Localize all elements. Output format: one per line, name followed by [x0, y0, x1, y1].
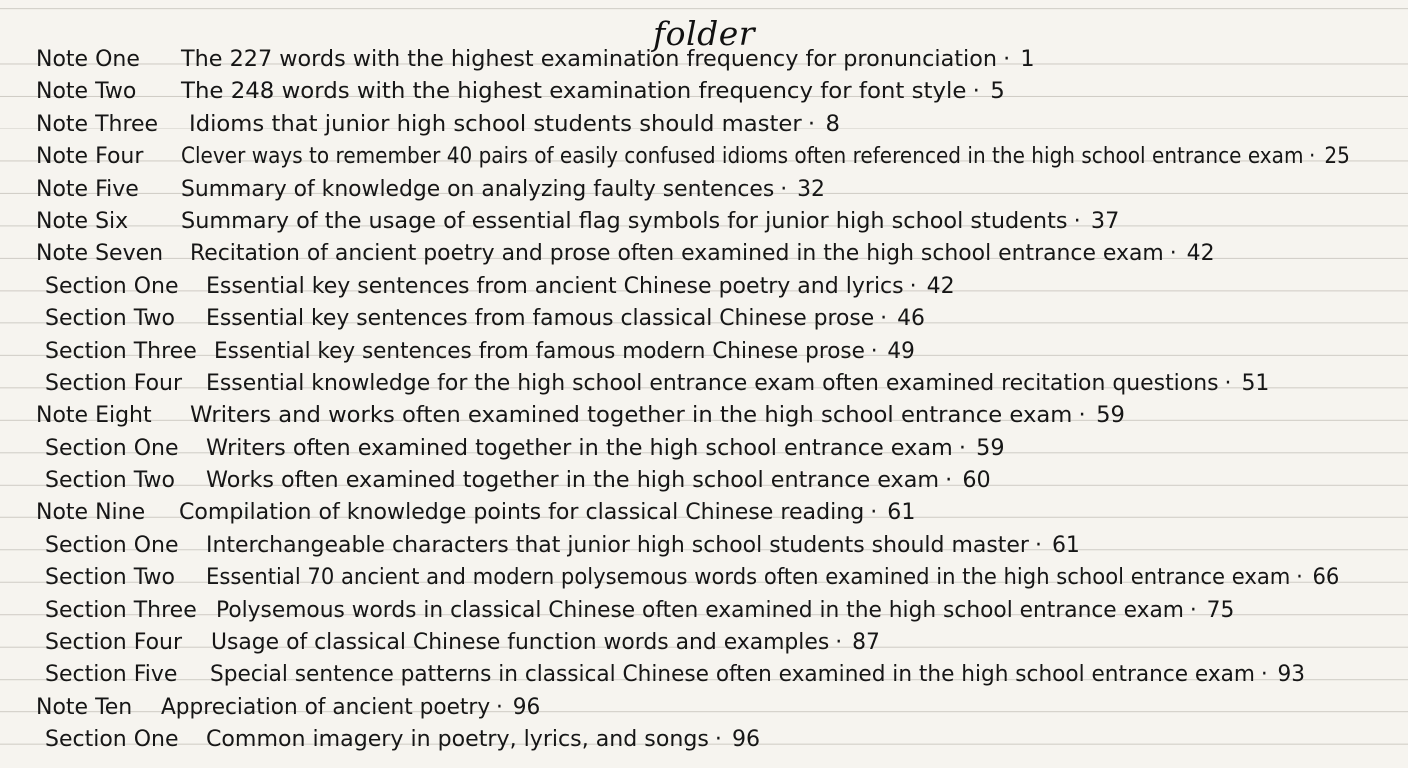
entry-page-number: 96: [512, 694, 541, 720]
entry-title: Essential knowledge for the high school entrance exam often examined recitation questions: [206, 370, 1219, 396]
entry-number: Section Three: [45, 338, 197, 364]
entry-text-group: [181, 141, 1350, 173]
toc-section-row[interactable]: [0, 659, 1408, 691]
page-title: folder: [652, 14, 756, 53]
entry-number: Note Eight: [36, 403, 152, 429]
leader-dot: ·: [1003, 47, 1011, 72]
toc-section-row[interactable]: [0, 595, 1408, 627]
entry-page-number: 5: [990, 79, 1005, 105]
entry-page-number: 42: [926, 273, 955, 299]
leader-dot: ·: [1308, 144, 1316, 170]
entry-number: Section One: [45, 727, 179, 753]
entry-number: Note Ten: [36, 694, 133, 720]
toc-section-row[interactable]: [0, 724, 1408, 756]
entry-text-group: [211, 627, 880, 659]
toc-section-row[interactable]: [0, 303, 1408, 335]
entry-page-number: 42: [1186, 241, 1215, 267]
entry-page-number: 8: [825, 111, 840, 137]
entry-number: Section Five: [45, 662, 178, 688]
toc-note-row[interactable]: [0, 692, 1408, 724]
toc-note-row[interactable]: [0, 141, 1408, 173]
entry-number: Section One: [45, 273, 179, 299]
toc-section-row[interactable]: [0, 562, 1408, 594]
leader-dot: ·: [1078, 403, 1086, 429]
entry-number: Section Four: [45, 630, 183, 656]
leader-dot: ·: [945, 468, 953, 494]
entry-page-number: 46: [897, 306, 925, 332]
entry-page-number: 66: [1312, 565, 1340, 591]
entry-text-group: [206, 724, 760, 756]
entry-page-number: 61: [887, 500, 916, 526]
toc-section-row[interactable]: [0, 433, 1408, 465]
toc-note-row[interactable]: [0, 206, 1408, 238]
entry-number: Section One: [45, 532, 179, 558]
entry-title: Appreciation of ancient poetry: [161, 694, 491, 720]
leader-dot: ·: [870, 500, 878, 526]
entry-number: Section One: [45, 435, 179, 461]
toc-section-row[interactable]: [0, 465, 1408, 497]
entry-title: Essential 70 ancient and modern polysemous words often examined in the high school entrance exam: [206, 565, 1291, 591]
toc-note-row[interactable]: [0, 44, 1408, 76]
entry-page-number: 75: [1206, 597, 1235, 623]
entry-text-group: [189, 109, 840, 141]
entry-page-number: 1: [1020, 47, 1035, 72]
entry-text-group: [206, 271, 955, 303]
entry-page-number: 51: [1241, 370, 1270, 396]
leader-dot: ·: [807, 111, 816, 137]
entry-title: Common imagery in poetry, lyrics, and songs: [206, 727, 709, 753]
entry-title: The 227 words with the highest examination frequency for pronunciation: [181, 47, 998, 72]
entry-text-group: [190, 238, 1215, 270]
entry-text-group: [181, 206, 1119, 238]
leader-dot: ·: [1034, 532, 1042, 558]
entry-number: Note Two: [36, 79, 137, 105]
entry-title: Writers often examined together in the high school entrance exam: [206, 435, 953, 461]
toc-section-row[interactable]: [0, 368, 1408, 400]
leader-dot: ·: [1224, 370, 1232, 396]
entry-title: Essential key sentences from ancient Chinese poetry and lyrics: [206, 273, 904, 299]
entry-number: Section Four: [45, 370, 183, 396]
leader-dot: ·: [714, 727, 722, 753]
entry-title: Usage of classical Chinese function words and examples: [211, 630, 830, 656]
entry-text-group: [206, 530, 1080, 562]
entry-number: Note Five: [36, 176, 139, 202]
leader-dot: ·: [958, 435, 966, 461]
entry-number: Note One: [36, 47, 140, 72]
entry-text-group: [210, 659, 1305, 691]
entry-number: Note Four: [36, 144, 144, 170]
entry-text-group: [214, 336, 915, 368]
entry-number: Section Two: [45, 306, 175, 332]
entry-title: Interchangeable characters that junior high school students should master: [206, 532, 1029, 558]
entry-page-number: 32: [797, 176, 825, 202]
entry-text-group: [181, 76, 1005, 108]
entry-title: Works often examined together in the high school entrance exam: [206, 468, 940, 494]
entry-text-group: [206, 368, 1269, 400]
entry-text-group: [181, 174, 825, 206]
entry-text-group: [206, 562, 1339, 594]
entry-number: Note Nine: [36, 500, 146, 526]
entry-page-number: 25: [1324, 144, 1350, 170]
toc-section-row[interactable]: [0, 530, 1408, 562]
entry-text-group: [179, 497, 915, 529]
leader-dot: ·: [496, 694, 503, 720]
entry-number: Section Two: [45, 565, 175, 591]
entry-page-number: 37: [1090, 208, 1120, 234]
entry-text-group: [206, 465, 991, 497]
entry-text-group: [206, 303, 925, 335]
toc-note-row[interactable]: [0, 174, 1408, 206]
leader-dot: ·: [1260, 662, 1268, 688]
entry-number: Note Seven: [36, 241, 164, 267]
table-of-contents: [0, 44, 1408, 757]
leader-dot: ·: [870, 338, 878, 364]
entry-title: Summary of the usage of essential flag symbols for junior high school students: [181, 208, 1068, 234]
leader-dot: ·: [880, 306, 888, 332]
entry-title: Recitation of ancient poetry and prose often examined in the high school entrance exam: [190, 241, 1164, 267]
leader-dot: ·: [1189, 597, 1197, 623]
toc-note-row[interactable]: [0, 400, 1408, 432]
entry-number: Note Three: [36, 111, 159, 137]
entry-page-number: 60: [962, 468, 991, 494]
leader-dot: ·: [1169, 241, 1177, 267]
entry-title: Polysemous words in classical Chinese often examined in the high school entrance exam: [216, 597, 1184, 623]
toc-section-row[interactable]: [0, 336, 1408, 368]
entry-title: The 248 words with the highest examination frequency for font style: [181, 79, 967, 105]
leader-dot: ·: [972, 79, 980, 105]
toc-note-row[interactable]: [0, 76, 1408, 108]
entry-title: Special sentence patterns in classical Chinese often examined in the high school entrance exam: [210, 662, 1255, 688]
entry-text-group: [190, 400, 1125, 432]
entry-page-number: 49: [887, 338, 915, 364]
entry-text-group: [181, 44, 1035, 76]
entry-page-number: 87: [852, 630, 880, 656]
entry-title: Essential key sentences from famous classical Chinese prose: [206, 306, 875, 332]
entry-text-group: [216, 595, 1234, 627]
leader-dot: ·: [835, 630, 843, 656]
entry-text-group: [206, 433, 1005, 465]
entry-text-group: [161, 692, 540, 724]
toc-note-row[interactable]: [0, 109, 1408, 141]
entry-title: Summary of knowledge on analyzing faulty sentences: [181, 176, 775, 202]
entry-number: Section Three: [45, 597, 197, 623]
leader-dot: ·: [780, 176, 788, 202]
entry-page-number: 61: [1051, 532, 1080, 558]
toc-note-row[interactable]: [0, 497, 1408, 529]
entry-number: Note Six: [36, 208, 129, 234]
entry-title: Writers and works often examined together in the high school entrance exam: [190, 403, 1073, 429]
leader-dot: ·: [1296, 565, 1303, 591]
entry-title: Clever ways to remember 40 pairs of easily confused idioms often referenced in the high school entrance exam: [181, 144, 1304, 170]
toc-note-row[interactable]: [0, 238, 1408, 270]
toc-section-row[interactable]: [0, 271, 1408, 303]
entry-page-number: 93: [1277, 662, 1306, 688]
leader-dot: ·: [909, 273, 917, 299]
entry-page-number: 96: [731, 727, 761, 753]
toc-section-row[interactable]: [0, 627, 1408, 659]
entry-title: Idioms that junior high school students should master: [189, 111, 802, 137]
leader-dot: ·: [1073, 208, 1081, 234]
entry-page-number: 59: [976, 435, 1005, 461]
entry-title: Essential key sentences from famous modern Chinese prose: [214, 338, 865, 364]
entry-page-number: 59: [1096, 403, 1125, 429]
entry-title: Compilation of knowledge points for classical Chinese reading: [179, 500, 865, 526]
entry-number: Section Two: [45, 468, 175, 494]
